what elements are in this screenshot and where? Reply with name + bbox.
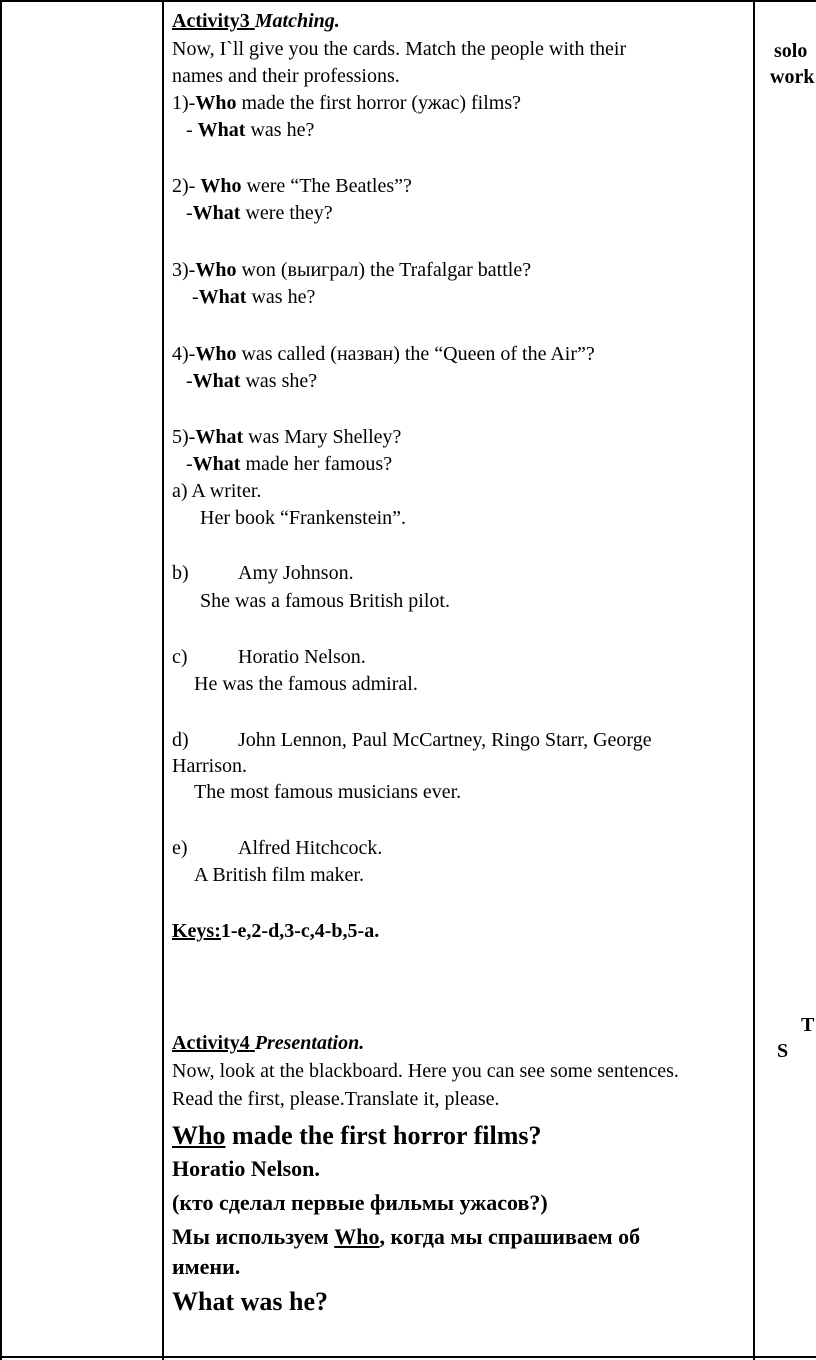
- activity3-intro-line2: names and their professions.: [172, 65, 400, 87]
- work-mode-line1: solo: [774, 40, 808, 62]
- answer-d: d) John Lennon, Paul McCartney, Ringo Starr, George: [172, 729, 652, 751]
- table-border-left: [0, 0, 2, 1360]
- answer-a-detail: Her book “Frankenstein”.: [200, 507, 407, 529]
- activity3-heading: [172, 8, 340, 34]
- question-5: 5)-What was Mary Shelley?: [172, 426, 402, 448]
- question-1b: - What was he?: [186, 119, 315, 141]
- answer-d-cont: Harrison.: [172, 755, 247, 777]
- question-2b: -What were they?: [186, 202, 333, 224]
- answer-a: a) A writer.: [172, 480, 262, 502]
- activity3-subtitle: Matching.: [254, 10, 340, 32]
- answer-d-detail: The most famous musicians ever.: [194, 781, 462, 803]
- activity3-title: Activity3: [172, 10, 250, 32]
- board-sentence-4: Мы используем Who, когда мы спрашиваем об: [172, 1224, 641, 1249]
- board-sentence-1: Who made the first horror films?: [172, 1121, 542, 1150]
- board-sentence-5: What was he?: [172, 1287, 329, 1316]
- question-1: 1)-Who made the first horror (ужас) films?: [172, 92, 522, 114]
- table-border-col2: [753, 0, 755, 1360]
- mode-letter-s: S: [777, 1040, 789, 1062]
- answer-e-detail: A British film maker.: [194, 864, 364, 886]
- activity4-heading: [172, 1030, 364, 1056]
- answer-b-detail: She was a famous British pilot.: [200, 590, 450, 612]
- answer-keys: Keys:1-e,2-d,3-c,4-b,5-a.: [172, 920, 380, 942]
- activity4-title: Activity4: [172, 1032, 250, 1054]
- board-sentence-3: (кто сделал первые фильмы ужасов?): [172, 1190, 548, 1215]
- activity4-intro-line1: Now, look at the blackboard. Here you can see some sentences.: [172, 1060, 679, 1082]
- work-mode-line2: work: [770, 66, 815, 88]
- question-4: 4)-Who was called (назван) the “Queen of the Air”?: [172, 343, 595, 365]
- board-sentence-4-cont: имени.: [172, 1254, 241, 1279]
- question-4b: -What was she?: [186, 370, 318, 392]
- board-sentence-2: Horatio Nelson.: [172, 1156, 320, 1181]
- table-border-bottom: [0, 1356, 816, 1358]
- table-border-col1: [162, 0, 164, 1360]
- answer-c: c) Horatio Nelson.: [172, 646, 366, 668]
- answer-c-detail: He was the famous admiral.: [194, 673, 418, 695]
- activity4-subtitle: Presentation.: [254, 1032, 365, 1054]
- table-border-top: [0, 0, 816, 2]
- activity4-intro-line2: Read the first, please.Translate it, please.: [172, 1088, 500, 1110]
- mode-letter-t: T: [801, 1014, 815, 1036]
- answer-b: b) Amy Johnson.: [172, 562, 354, 584]
- question-3: 3)-Who won (выиграл) the Trafalgar battle?: [172, 259, 532, 281]
- question-3b: -What was he?: [192, 286, 316, 308]
- question-2: 2)- Who were “The Beatles”?: [172, 175, 412, 197]
- answer-e: e) Alfred Hitchcock.: [172, 837, 383, 859]
- activity3-intro-line1: Now, I`ll give you the cards. Match the people with their: [172, 38, 627, 60]
- question-5b: -What made her famous?: [186, 453, 393, 475]
